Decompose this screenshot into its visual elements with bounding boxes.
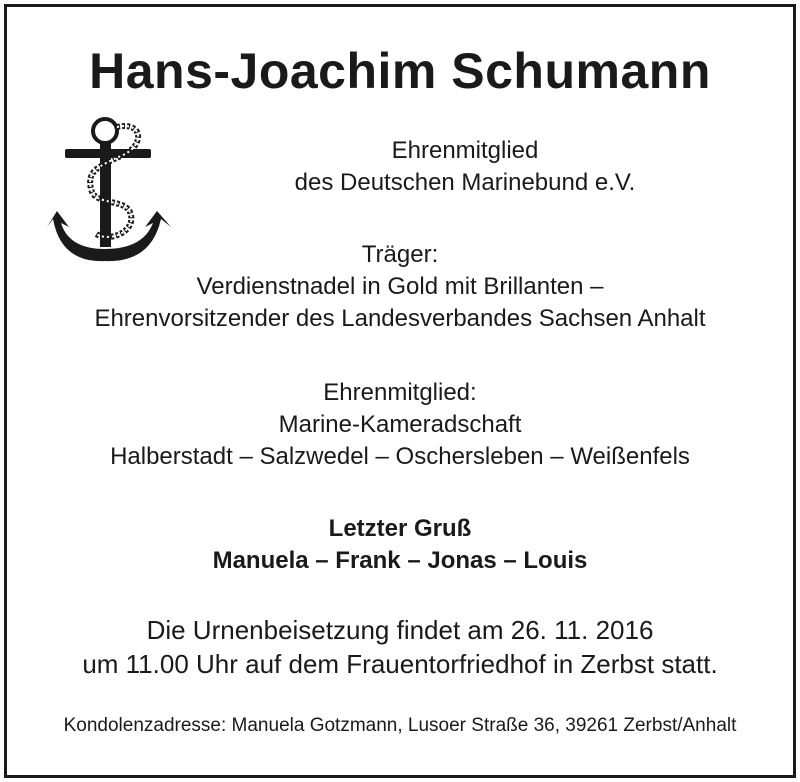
honors-section (7, 239, 793, 335)
honors-line-1: Verdienstnadel in Gold mit Brillanten – (196, 273, 604, 300)
membership-section (197, 135, 733, 199)
farewell-line-2: Manuela – Frank – Jonas – Louis (212, 547, 588, 574)
membership-line-1: Ehrenmitglied (391, 137, 539, 164)
honorary-section (7, 377, 793, 473)
honors-heading: Träger: (361, 241, 439, 268)
honors-line-2: Ehrenvorsitzender des Landesverbandes Sachsen Anhalt (94, 305, 706, 332)
condolence-address: Kondolenzadresse: Manuela Gotzmann, Lusoer Straße 36, 39261 Zerbst/Anhalt (63, 715, 737, 736)
honorary-heading: Ehrenmitglied: (323, 379, 477, 406)
honorary-line-2: Halberstadt – Salzwedel – Oschersleben – Weißenfels (110, 443, 690, 470)
burial-line-1: Die Urnenbeisetzung findet am 26. 11. 2016 (146, 615, 654, 645)
burial-section (7, 613, 793, 681)
deceased-name: Hans-Joachim Schumann (89, 43, 711, 99)
obituary-notice (4, 4, 796, 778)
farewell-line-1: Letzter Gruß (328, 515, 472, 542)
membership-line-2: des Deutschen Marinebund e.V. (294, 169, 636, 196)
honorary-line-1: Marine-Kameradschaft (278, 411, 522, 438)
farewell-section (7, 513, 793, 577)
burial-line-2: um 11.00 Uhr auf dem Frauentorfriedhof in Zerbst statt. (82, 649, 718, 679)
